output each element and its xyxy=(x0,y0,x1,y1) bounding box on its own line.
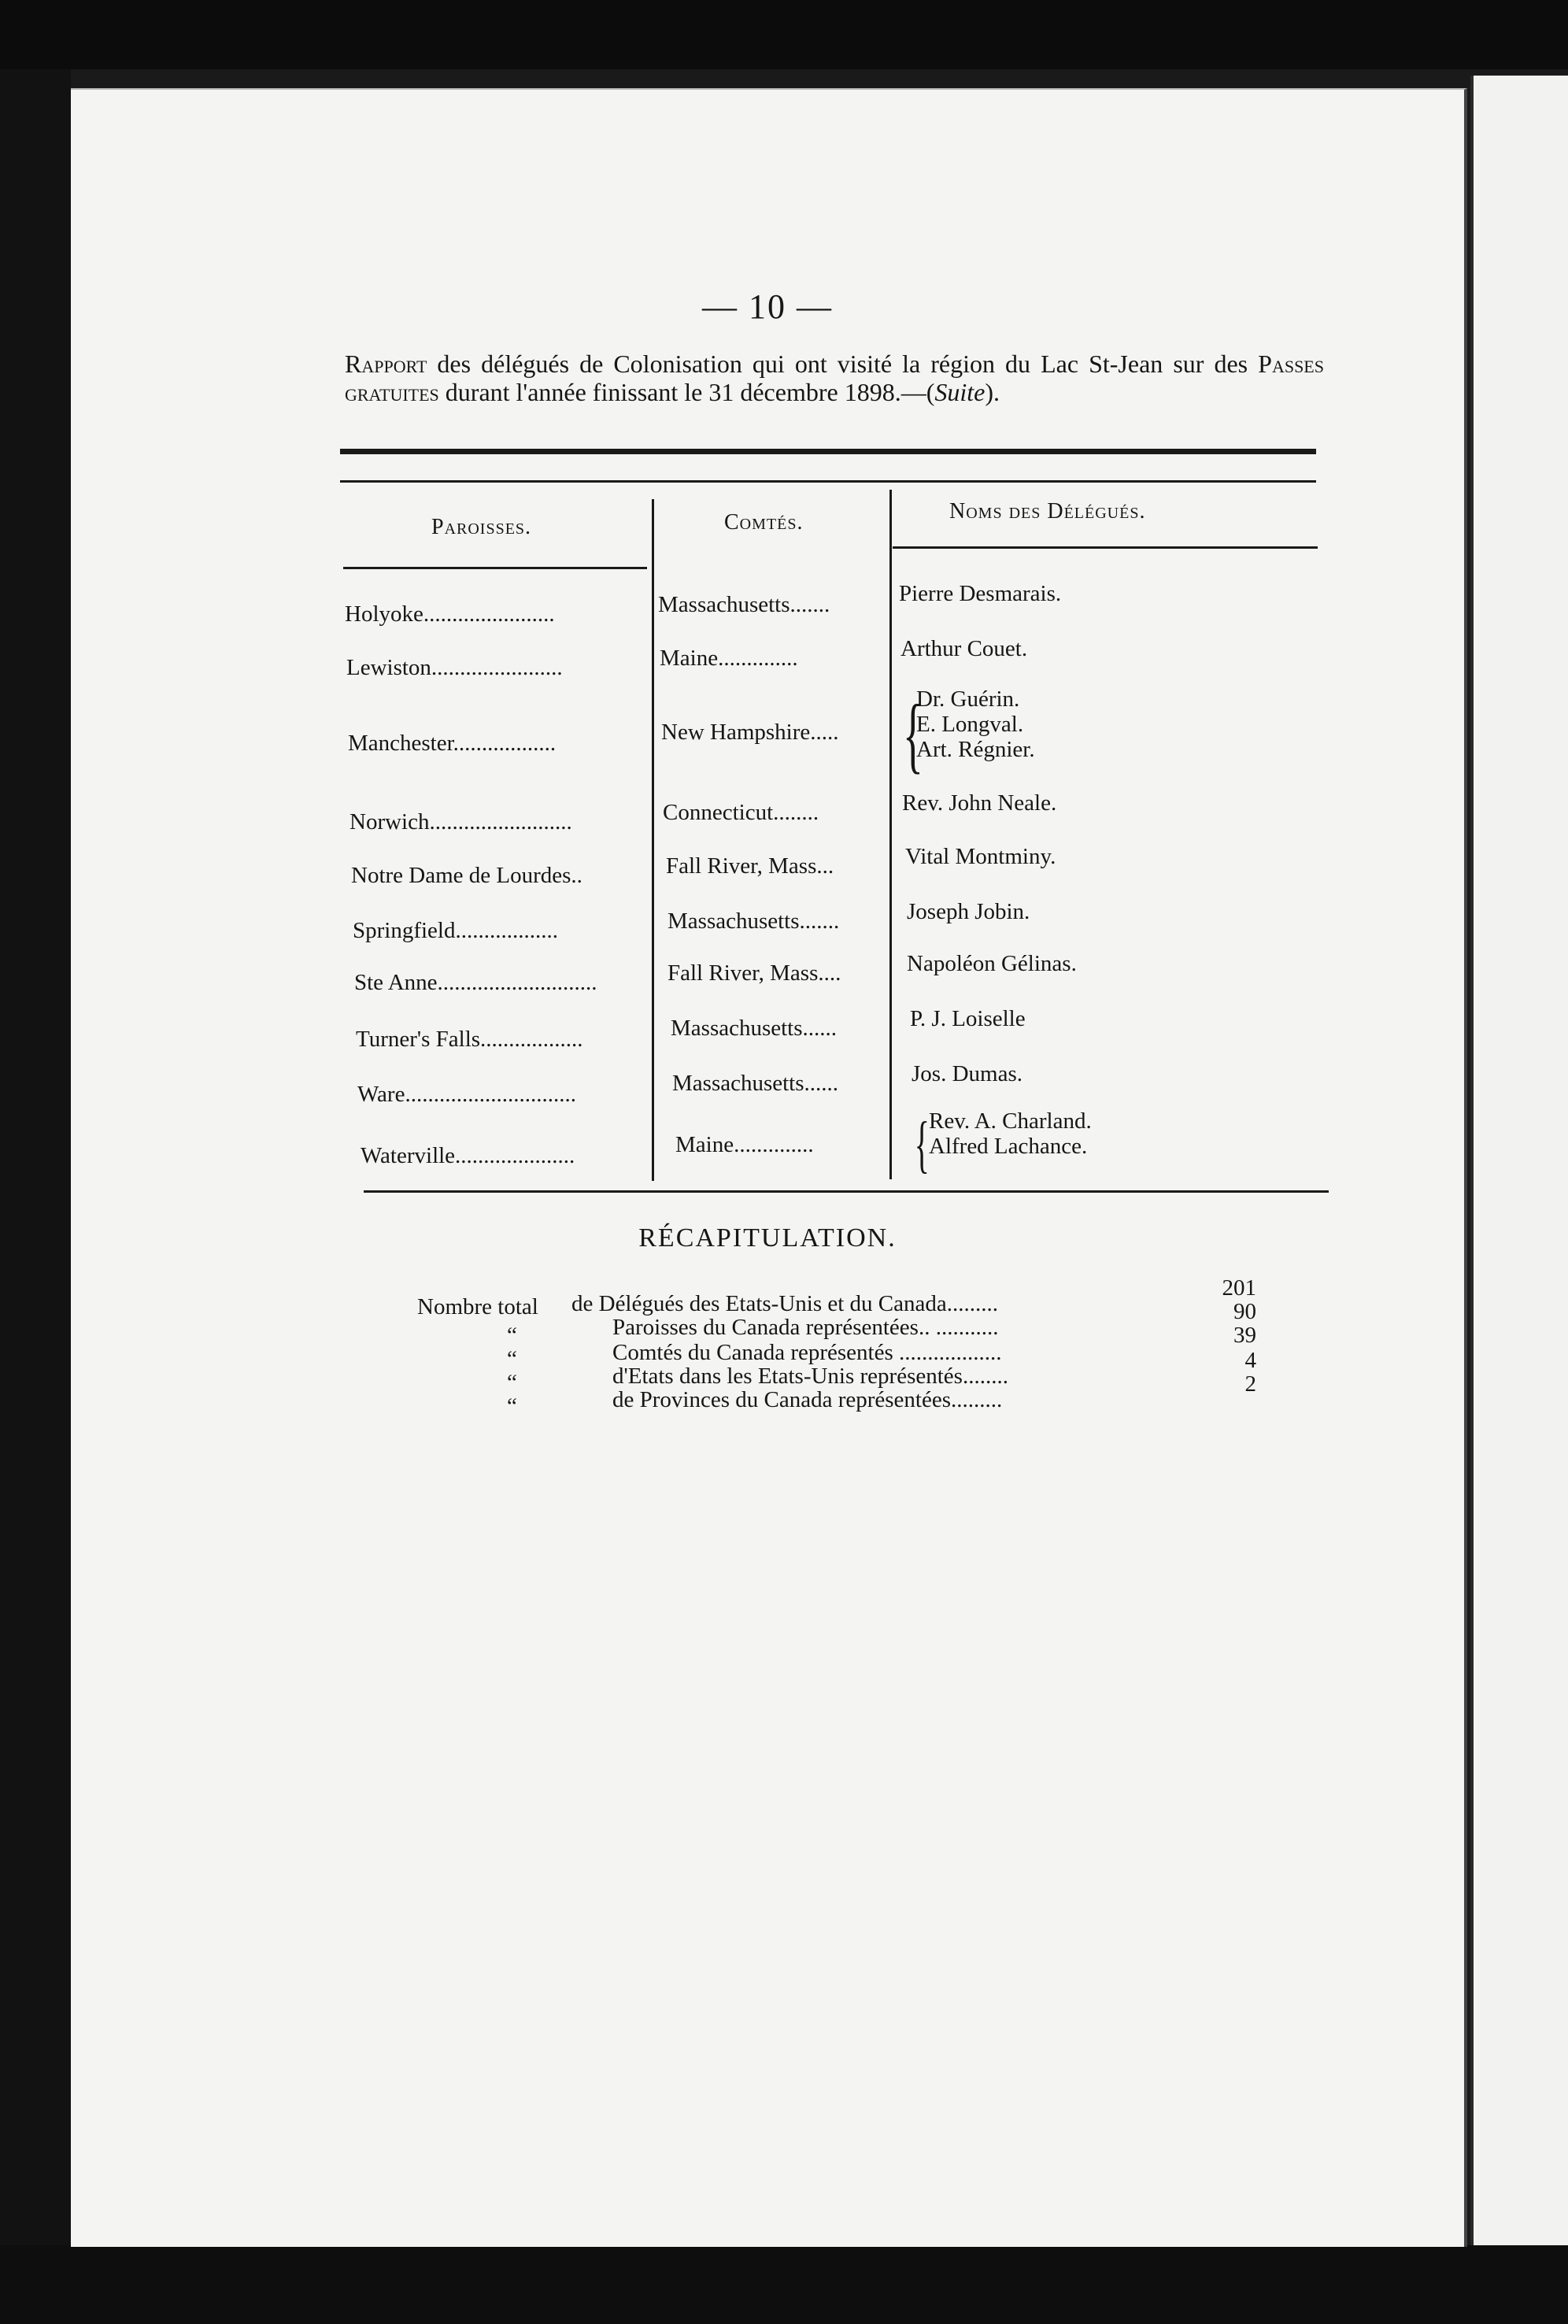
recap-title: RÉCAPITULATION. xyxy=(638,1223,897,1253)
header-comtes: Comtés. xyxy=(724,510,804,535)
row-10-delegue-2: Alfred Lachance. xyxy=(929,1134,1088,1159)
recap-line-2-text: Paroisses du Canada représentées.. ........... xyxy=(612,1315,999,1340)
page-number: — 10 — xyxy=(702,287,833,326)
scan-top-border xyxy=(0,0,1568,69)
recap-line-5-prefix: “ xyxy=(507,1393,517,1419)
row-2-comte: Maine.............. xyxy=(660,646,798,671)
recap-line-2-prefix: “ xyxy=(507,1323,517,1348)
row-1-delegue: Pierre Desmarais. xyxy=(899,581,1062,606)
row-8-paroisse: Turner's Falls.................. xyxy=(356,1027,583,1052)
row-3-brace: { xyxy=(902,688,923,782)
document-page xyxy=(71,88,1467,2247)
recap-line-1-prefix: Nombre total xyxy=(417,1294,538,1319)
column-divider-1 xyxy=(652,499,654,1181)
row-10-comte: Maine.............. xyxy=(675,1132,814,1157)
recap-line-1-text: de Délégués des Etats-Unis et du Canada......... xyxy=(571,1291,998,1316)
row-4-paroisse: Norwich......................... xyxy=(349,809,572,834)
recap-line-4-value: 4 xyxy=(1244,1348,1256,1373)
row-4-delegue: Rev. John Neale. xyxy=(902,790,1057,816)
row-9-delegue: Jos. Dumas. xyxy=(912,1061,1023,1086)
header-bottom-rule-left xyxy=(343,567,647,569)
caption-lead: Rapport xyxy=(345,350,427,378)
row-4-comte: Connecticut........ xyxy=(663,800,819,825)
row-1-paroisse: Holyoke....................... xyxy=(345,601,555,627)
row-6-delegue: Joseph Jobin. xyxy=(907,899,1030,924)
recap-line-3-value: 39 xyxy=(1233,1323,1256,1348)
caption-part3: ). xyxy=(985,378,1000,406)
report-caption xyxy=(345,350,1324,406)
header-paroisses: Paroisses. xyxy=(431,515,532,539)
row-5-delegue: Vital Montminy. xyxy=(905,844,1056,869)
recap-line-2-value: 90 xyxy=(1233,1299,1256,1324)
row-6-paroisse: Springfield.................. xyxy=(353,918,558,943)
row-3-delegue-1: Dr. Guérin. xyxy=(916,686,1020,712)
row-2-delegue: Arthur Couet. xyxy=(900,636,1028,661)
table-top-rule-thick xyxy=(340,449,1316,454)
recap-line-4-prefix: “ xyxy=(507,1370,517,1395)
row-3-delegue-3: Art. Régnier. xyxy=(916,737,1035,762)
caption-passes: Passes gratuites xyxy=(345,350,1324,406)
recap-line-1-value: 201 xyxy=(1222,1275,1256,1301)
scan-bottom-border xyxy=(0,2245,1568,2324)
table-bottom-rule xyxy=(364,1190,1329,1193)
row-10-brace: { xyxy=(914,1110,930,1179)
row-3-paroisse: Manchester.................. xyxy=(348,731,557,756)
row-6-comte: Massachusetts....... xyxy=(668,909,840,934)
row-8-delegue: P. J. Loiselle xyxy=(910,1006,1026,1031)
row-10-paroisse: Waterville..................... xyxy=(361,1143,575,1168)
recap-line-5-text: de Provinces du Canada représentées......... xyxy=(612,1387,1003,1412)
recap-line-4-text: d'Etats dans les Etats-Unis représentés........ xyxy=(612,1364,1008,1389)
scan-left-border xyxy=(0,69,71,2324)
row-3-comte: New Hampshire..... xyxy=(661,720,839,745)
caption-part1: des délégués de Colonisation qui ont visité la région du Lac St-Jean sur des xyxy=(427,350,1259,378)
recap-line-5-value: 2 xyxy=(1244,1371,1256,1397)
row-7-comte: Fall River, Mass.... xyxy=(668,960,841,986)
row-3-delegue-2: E. Longval. xyxy=(916,712,1024,737)
row-5-comte: Fall River, Mass... xyxy=(666,853,834,879)
facing-page-edge xyxy=(1470,76,1568,2248)
column-divider-2 xyxy=(889,490,892,1179)
recap-line-3-prefix: “ xyxy=(507,1346,517,1371)
row-7-delegue: Napoléon Gélinas. xyxy=(907,951,1077,976)
table-top-rule-thin xyxy=(340,480,1316,483)
row-1-comte: Massachusetts....... xyxy=(658,592,830,617)
caption-part2: durant l'année finissant le 31 décembre 1898.—( xyxy=(438,378,935,406)
row-5-paroisse: Notre Dame de Lourdes.. xyxy=(351,863,582,888)
row-10-delegue-1: Rev. A. Charland. xyxy=(929,1108,1092,1134)
row-9-paroisse: Ware.............................. xyxy=(357,1082,576,1107)
caption-suite: Suite xyxy=(934,378,986,406)
row-8-comte: Massachusetts...... xyxy=(671,1016,838,1041)
row-2-paroisse: Lewiston....................... xyxy=(346,655,563,680)
header-delegues: Noms des Délégués. xyxy=(949,499,1146,524)
header-bottom-rule-right xyxy=(893,546,1318,549)
recap-line-3-text: Comtés du Canada représentés .................. xyxy=(612,1340,1002,1365)
row-7-paroisse: Ste Anne............................ xyxy=(354,970,597,995)
row-9-comte: Massachusetts...... xyxy=(672,1071,839,1096)
